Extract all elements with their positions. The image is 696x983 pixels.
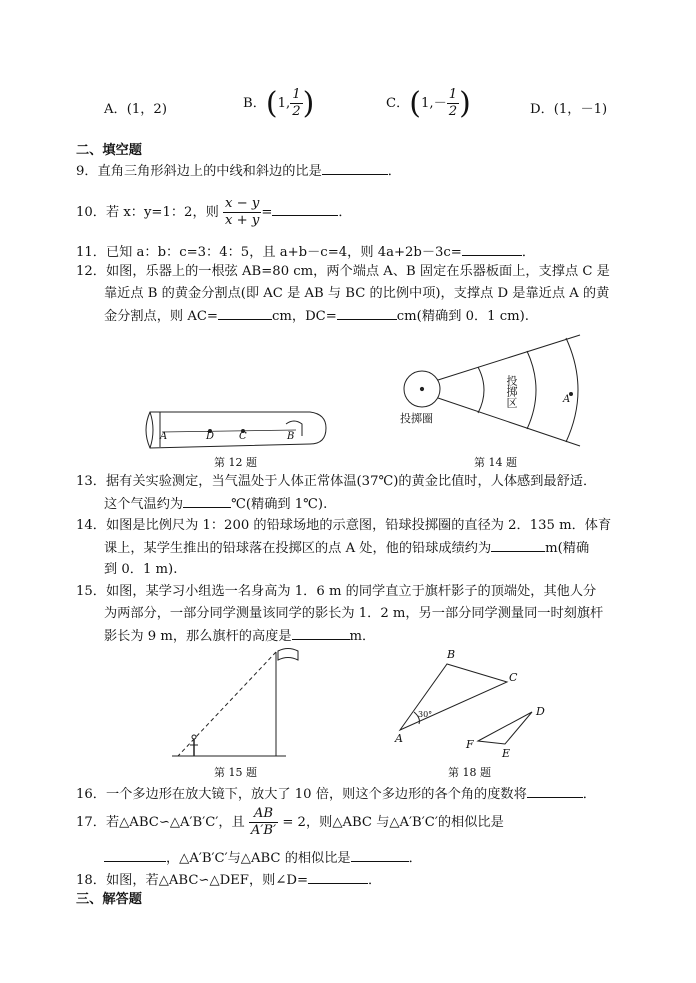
question-17-line-2: ，△A′B′C′与△ABC 的相似比是 ．: [104, 848, 422, 869]
question-14-line-2: 课上，某学生推出的铅球落在投掷区的点 A 处，他的铅球成绩约为 m(精确: [104, 538, 589, 559]
label-a-12: A: [160, 431, 168, 442]
label-e-18: E: [502, 747, 511, 760]
label-f-18: F: [466, 738, 474, 751]
question-13-line-2: 这个气温约为 ℃(精确到 1℃).: [104, 494, 327, 515]
question-12-line-3: 金分割点，则 AC= cm，DC= cm(精确到 0．1 cm).: [104, 306, 529, 327]
question-14-line-3: 到 0．1 m).: [104, 562, 178, 577]
question-10: 10．若 x：y=1：2，则 $\frac{x - y}{x + y}$ = ．: [76, 196, 352, 228]
label-a-14: A: [563, 394, 571, 405]
question-12-line-2: 靠近点 B 的黄金分割点(即 AC 是 AB 与 BC 的比例中项)，支撑点 D 是靠近点 A 的黄: [104, 286, 610, 301]
caption-fig-18: 第 18 题: [448, 766, 491, 779]
caption-fig-14: 第 14 题: [474, 456, 517, 469]
label-c-18: C: [509, 671, 518, 684]
label-b-18: B: [447, 648, 456, 661]
label-d-12: D: [206, 431, 215, 442]
caption-fig-15: 第 15 题: [214, 766, 257, 779]
question-12-line-1: 12．如图，乐器上的一根弦 AB=80 cm，两个端点 A、B 固定在乐器板面上，支撑点 C 是: [76, 264, 610, 279]
question-9: 9．直角三角形斜边上的中线和斜边的比是 ．: [76, 161, 401, 182]
question-15-line-1: 15．如图，某学习小组选一名身高为 1．6 m 的同学直立于旗杆影子的顶端处，其他人分: [76, 584, 597, 599]
section-heading-fill-blank: 二、填空题: [76, 143, 142, 158]
label-angle-30: 30°: [418, 710, 433, 719]
option-a: A．(1，2): [104, 102, 167, 117]
label-b-12: B: [287, 431, 295, 442]
question-16: 16．一个多边形在放大镜下，放大了 10 倍，则这个多边形的各个角的度数将 ．: [76, 784, 596, 805]
option-b: B．(1, $\frac{1}{2}$ ): [243, 86, 315, 121]
flagpole-figure: [172, 649, 298, 757]
label-throwing-circle: 投掷圈: [400, 412, 433, 425]
question-13-line-1: 13．据有关实验测定，当气温处于人体正常体温(37℃)的黄金比值时，人体感到最舒适．: [76, 474, 597, 489]
throwing-field-figure: [404, 335, 580, 446]
question-18: 18．如图，若△ABC∽△DEF，则∠D= ．: [76, 870, 381, 891]
question-15-line-3: 影长为 9 m，那么旗杆的高度是 m．: [104, 626, 375, 647]
label-throwing-zone: 投掷区: [505, 375, 518, 408]
option-c: C．(1,－ $\frac{1}{2}$ ): [386, 86, 471, 121]
question-17-line-1: 17．若△ABC∽△A′B′C′，且 $\frac{AB}{A'B'}$ = 2，则△ABC 与△A′B′C′的相似比是: [76, 806, 504, 838]
question-14-line-1: 14．如图是比例尺为 1：200 的铅球场地的示意图，铅球投掷圈的直径为 2．135 m．体育: [76, 518, 612, 533]
label-a-18: A: [395, 732, 403, 745]
label-c-12: C: [239, 431, 247, 442]
question-11: 11．已知 a：b：c=3：4：5，且 a+b－c=4，则 4a+2b－3c= ．: [76, 242, 535, 263]
option-d: D．(1，－1): [530, 102, 608, 117]
question-15-line-2: 为两部分，一部分同学测量该同学的影长为 1．2 m，另一部分同学测量同一时刻旗杆: [104, 606, 604, 621]
label-d-18: D: [536, 705, 545, 718]
section-heading-answers: 三、解答题: [76, 892, 142, 907]
caption-fig-12: 第 12 题: [214, 456, 257, 469]
instrument-figure: [146, 412, 326, 448]
